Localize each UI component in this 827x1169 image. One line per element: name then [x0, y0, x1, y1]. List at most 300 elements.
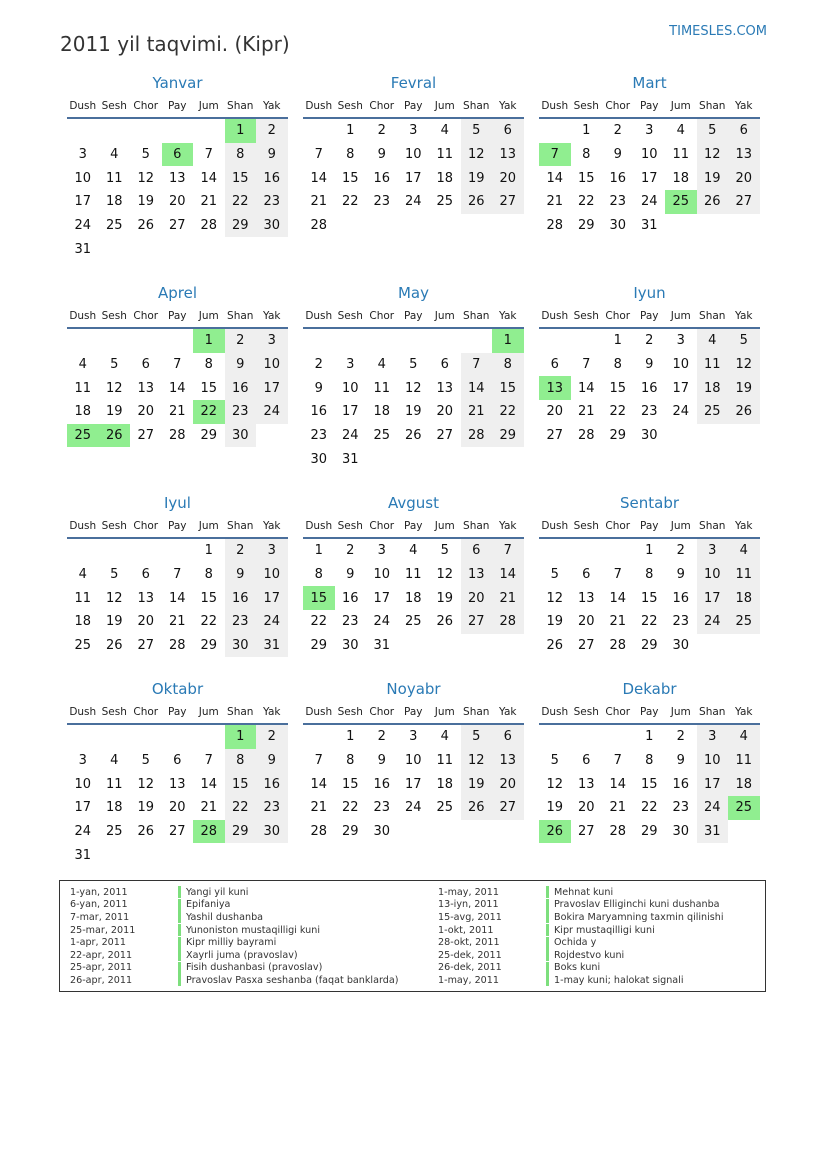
day-cell: 23	[256, 190, 288, 214]
day-cell: 7	[492, 539, 524, 563]
weekday-label: Shan	[227, 100, 254, 112]
day-cell: 11	[728, 749, 760, 773]
day-cell: 12	[404, 380, 422, 396]
day-cell: 26	[461, 796, 493, 820]
day-cell: 13	[492, 749, 524, 773]
holiday-date: 22-apr, 2011	[70, 949, 133, 961]
day-cell: 15	[225, 166, 257, 190]
day-cell: 15	[200, 380, 218, 396]
weekday-label: Dush	[69, 520, 97, 532]
day-cell: 21	[200, 800, 218, 816]
day-cell: 6	[582, 753, 591, 769]
empty-day-cell	[366, 329, 398, 353]
day-cell: 17	[74, 800, 92, 816]
weekday-label: Chor	[605, 310, 631, 322]
empty-day-cell	[602, 725, 634, 749]
day-cell: 21	[609, 800, 627, 816]
empty-day-cell	[398, 214, 430, 238]
day-cell: 12	[697, 143, 729, 167]
day-cell: 16	[225, 586, 257, 610]
day-cell: 6	[440, 357, 449, 373]
day-cell: 2	[256, 119, 288, 143]
holiday-marker	[546, 949, 549, 961]
holiday-date: 1-may, 2011	[438, 886, 499, 898]
weekday-label: Shan	[699, 100, 726, 112]
week-row	[539, 610, 760, 634]
day-cell: 4	[409, 543, 418, 559]
day-cell: 1	[204, 543, 213, 559]
empty-day-cell	[193, 119, 225, 143]
week-row	[303, 447, 524, 471]
weekday-header	[303, 95, 524, 119]
day-cell: 9	[377, 147, 386, 163]
week-row	[67, 400, 288, 424]
holiday-row	[438, 962, 724, 975]
day-cell: 30	[672, 824, 690, 840]
day-cell: 14	[577, 380, 595, 396]
week-row	[303, 634, 524, 658]
empty-day-cell	[99, 119, 131, 143]
week-row	[67, 143, 288, 167]
day-cell: 20	[461, 586, 493, 610]
day-cell: 16	[341, 590, 359, 606]
day-cell: 10	[341, 380, 359, 396]
day-cell: 6	[141, 357, 150, 373]
holiday-date: 25-dek, 2011	[438, 949, 502, 961]
week-row	[303, 610, 524, 634]
day-cell: 26	[105, 638, 123, 654]
empty-day-cell	[67, 329, 99, 353]
weekday-label: Sesh	[337, 520, 363, 532]
holiday-marker	[178, 924, 181, 936]
holiday-row	[70, 911, 398, 924]
holiday-date: 25-mar, 2011	[70, 924, 136, 936]
day-cell: 10	[74, 776, 92, 792]
day-cell: 29	[200, 428, 218, 444]
weekday-label: Jum	[670, 706, 691, 718]
weekday-header	[67, 95, 288, 119]
day-cell: 18	[672, 170, 690, 186]
day-cell: 27	[577, 824, 595, 840]
holiday-list-left	[70, 886, 398, 987]
weekday-label: Sesh	[573, 520, 599, 532]
day-cell: 10	[256, 353, 288, 377]
day-cell: 8	[645, 753, 654, 769]
day-cell: 22	[640, 800, 658, 816]
day-cell: 6	[492, 119, 524, 143]
week-row	[67, 796, 288, 820]
day-cell: 5	[110, 357, 119, 373]
weekday-header	[67, 305, 288, 329]
week-row	[67, 376, 288, 400]
weekday-label: Yak	[263, 310, 281, 322]
day-cell: 11	[672, 147, 690, 163]
day-cell: 30	[609, 218, 627, 234]
day-cell: 3	[256, 329, 288, 353]
empty-day-cell	[461, 634, 493, 658]
day-cell: 11	[74, 380, 92, 396]
day-cell: 20	[577, 800, 595, 816]
empty-day-cell	[303, 119, 335, 143]
day-cell: 24	[640, 194, 658, 210]
day-cell: 21	[168, 614, 186, 630]
holiday-marker	[178, 899, 181, 911]
day-cell: 22	[225, 190, 257, 214]
day-cell: 25	[404, 614, 422, 630]
day-cell: 30	[640, 428, 658, 444]
day-cell: 14	[492, 563, 524, 587]
day-cell: 26	[137, 824, 155, 840]
weekday-label: Chor	[133, 520, 159, 532]
day-cell: 1	[613, 333, 622, 349]
day-cell: 12	[137, 776, 155, 792]
day-cell: 18	[728, 772, 760, 796]
day-cell: 20	[492, 166, 524, 190]
weekday-label: Chor	[605, 520, 631, 532]
month-days	[303, 725, 524, 843]
day-cell: 24	[697, 796, 729, 820]
day-cell: 18	[74, 404, 92, 420]
month-days	[303, 119, 524, 237]
empty-day-cell	[130, 725, 162, 749]
weekday-header	[67, 701, 288, 725]
month-dekabr	[539, 677, 760, 843]
day-cell: 28	[577, 428, 595, 444]
day-cell: 12	[461, 143, 493, 167]
day-cell: 24	[697, 610, 729, 634]
day-cell: 24	[404, 800, 422, 816]
weekday-label: Dush	[69, 706, 97, 718]
weekday-label: Sesh	[101, 706, 127, 718]
empty-day-cell	[193, 725, 225, 749]
holiday-marker	[178, 886, 181, 898]
day-cell: 3	[676, 333, 685, 349]
day-cell: 21	[310, 194, 328, 210]
day-cell: 15	[492, 376, 524, 400]
week-row	[303, 796, 524, 820]
weekday-label: Shan	[699, 310, 726, 322]
month-name: May	[397, 284, 429, 302]
weekday-label: Yak	[735, 310, 753, 322]
weekday-label: Chor	[133, 310, 159, 322]
day-cell: 7	[314, 753, 323, 769]
weekday-label: Dush	[305, 706, 333, 718]
day-cell: 28	[461, 424, 493, 448]
empty-day-cell	[256, 237, 288, 261]
day-cell: 8	[613, 357, 622, 373]
day-cell: 20	[577, 614, 595, 630]
weekday-label: Dush	[305, 100, 333, 112]
week-row	[67, 610, 288, 634]
day-cell: 5	[440, 543, 449, 559]
day-cell: 2	[676, 729, 685, 745]
day-cell: 14	[310, 170, 328, 186]
week-row	[303, 119, 524, 143]
weekday-label: Jum	[198, 706, 219, 718]
day-cell: 29	[225, 820, 257, 844]
week-row	[303, 820, 524, 844]
day-cell: 8	[314, 567, 323, 583]
day-cell: 13	[137, 380, 155, 396]
empty-day-cell	[256, 424, 288, 448]
weekday-label: Jum	[670, 520, 691, 532]
day-cell: 11	[436, 147, 454, 163]
empty-day-cell	[67, 725, 99, 749]
holiday-day-cell: 25	[665, 190, 697, 214]
month-days	[303, 539, 524, 657]
day-cell: 23	[640, 404, 658, 420]
holiday-marker	[546, 974, 549, 986]
day-cell: 22	[341, 800, 359, 816]
week-row	[67, 772, 288, 796]
empty-day-cell	[398, 820, 430, 844]
day-cell: 3	[78, 753, 87, 769]
holiday-marker	[546, 937, 549, 949]
week-row	[539, 796, 760, 820]
holiday-day-cell: 13	[539, 376, 571, 400]
month-days	[67, 725, 288, 867]
week-row	[303, 143, 524, 167]
week-row	[539, 586, 760, 610]
day-cell: 22	[609, 404, 627, 420]
weekday-label: Shan	[463, 100, 490, 112]
empty-day-cell	[303, 329, 335, 353]
holiday-row	[438, 886, 724, 899]
day-cell: 13	[137, 590, 155, 606]
day-cell: 29	[492, 424, 524, 448]
holiday-name: Fisih dushanbasi (pravoslav)	[186, 962, 323, 974]
empty-day-cell	[99, 539, 131, 563]
day-cell: 15	[200, 590, 218, 606]
day-cell: 15	[225, 772, 257, 796]
weekday-label: Dush	[305, 310, 333, 322]
day-cell: 4	[78, 357, 87, 373]
day-cell: 15	[341, 776, 359, 792]
day-cell: 19	[697, 166, 729, 190]
day-cell: 25	[728, 610, 760, 634]
weekday-label: Sesh	[101, 310, 127, 322]
day-cell: 15	[640, 776, 658, 792]
empty-day-cell	[665, 424, 697, 448]
day-cell: 13	[728, 143, 760, 167]
day-cell: 5	[697, 119, 729, 143]
week-row	[67, 539, 288, 563]
week-row	[67, 634, 288, 658]
empty-day-cell	[539, 725, 571, 749]
weekday-label: Chor	[133, 706, 159, 718]
empty-day-cell	[67, 539, 99, 563]
weekday-label: Jum	[198, 310, 219, 322]
holiday-marker	[178, 962, 181, 974]
holiday-day-cell: 7	[539, 143, 571, 167]
weekday-header	[539, 305, 760, 329]
day-cell: 17	[697, 586, 729, 610]
day-cell: 29	[609, 428, 627, 444]
empty-day-cell	[398, 447, 430, 471]
empty-day-cell	[99, 725, 131, 749]
holiday-name: Xayrli juma (pravoslav)	[186, 949, 298, 961]
day-cell: 20	[137, 614, 155, 630]
day-cell: 11	[105, 170, 123, 186]
day-cell: 23	[225, 400, 257, 424]
weekday-label: Chor	[369, 706, 395, 718]
holiday-marker	[178, 937, 181, 949]
weekday-label: Pay	[639, 100, 659, 112]
empty-day-cell	[728, 820, 760, 844]
day-cell: 5	[461, 725, 493, 749]
holiday-row	[438, 899, 724, 912]
month-iyun	[539, 281, 760, 447]
day-cell: 14	[609, 590, 627, 606]
day-cell: 17	[404, 776, 422, 792]
day-cell: 29	[640, 638, 658, 654]
day-cell: 7	[173, 357, 182, 373]
day-cell: 4	[110, 753, 119, 769]
day-cell: 24	[74, 218, 92, 234]
day-cell: 11	[105, 776, 123, 792]
empty-day-cell	[697, 424, 729, 448]
week-row	[539, 820, 760, 844]
day-cell: 6	[173, 753, 182, 769]
weekday-header	[303, 701, 524, 725]
empty-day-cell	[728, 634, 760, 658]
day-cell: 21	[492, 586, 524, 610]
empty-day-cell	[67, 119, 99, 143]
day-cell: 9	[645, 357, 654, 373]
weekday-label: Chor	[369, 100, 395, 112]
empty-day-cell	[130, 329, 162, 353]
weekday-label: Dush	[69, 310, 97, 322]
day-cell: 11	[373, 380, 391, 396]
holiday-row	[438, 924, 724, 937]
day-cell: 18	[728, 586, 760, 610]
day-cell: 14	[461, 376, 493, 400]
weekday-label: Shan	[463, 520, 490, 532]
day-cell: 30	[672, 638, 690, 654]
empty-day-cell	[429, 447, 461, 471]
holiday-date: 6-yan, 2011	[70, 899, 128, 911]
day-cell: 28	[310, 218, 328, 234]
weekday-label: Pay	[167, 706, 187, 718]
day-cell: 16	[609, 170, 627, 186]
week-row	[303, 539, 524, 563]
day-cell: 27	[492, 796, 524, 820]
holiday-name: Ochida y	[554, 937, 597, 949]
holiday-name: Yangi yil kuni	[186, 886, 249, 898]
day-cell: 7	[173, 567, 182, 583]
weekday-label: Sesh	[573, 100, 599, 112]
week-row	[539, 400, 760, 424]
holiday-name: Kipr mustaqilligi kuni	[554, 924, 655, 936]
empty-day-cell	[162, 119, 194, 143]
week-row	[67, 166, 288, 190]
day-cell: 28	[546, 218, 564, 234]
calendar-grid	[67, 71, 760, 871]
empty-day-cell	[225, 843, 257, 867]
day-cell: 19	[461, 772, 493, 796]
day-cell: 23	[256, 796, 288, 820]
empty-day-cell	[461, 447, 493, 471]
day-cell: 26	[137, 218, 155, 234]
day-cell: 28	[492, 610, 524, 634]
day-cell: 7	[582, 357, 591, 373]
empty-day-cell	[335, 329, 367, 353]
day-cell: 5	[461, 119, 493, 143]
day-cell: 18	[74, 614, 92, 630]
month-yanvar	[67, 71, 288, 261]
day-cell: 9	[256, 143, 288, 167]
day-cell: 3	[256, 539, 288, 563]
day-cell: 3	[409, 729, 418, 745]
weekday-header	[303, 305, 524, 329]
day-cell: 21	[310, 800, 328, 816]
day-cell: 27	[168, 218, 186, 234]
day-cell: 12	[105, 590, 123, 606]
day-cell: 1	[645, 543, 654, 559]
holiday-row	[438, 911, 724, 924]
weekday-label: Chor	[605, 100, 631, 112]
day-cell: 27	[492, 190, 524, 214]
holiday-row	[70, 936, 398, 949]
day-cell: 27	[577, 638, 595, 654]
week-row	[539, 166, 760, 190]
site-link[interactable]: TIMESLES.COM	[669, 24, 767, 39]
day-cell: 17	[74, 194, 92, 210]
day-cell: 20	[728, 166, 760, 190]
week-row	[539, 749, 760, 773]
day-cell: 20	[137, 404, 155, 420]
day-cell: 30	[310, 451, 328, 467]
weekday-label: Dush	[541, 310, 569, 322]
day-cell: 24	[404, 194, 422, 210]
holiday-name: Mehnat kuni	[554, 886, 614, 898]
day-cell: 26	[728, 400, 760, 424]
day-cell: 4	[440, 123, 449, 139]
day-cell: 23	[225, 610, 257, 634]
day-cell: 8	[225, 749, 257, 773]
day-cell: 14	[168, 590, 186, 606]
day-cell: 19	[461, 166, 493, 190]
holiday-marker	[546, 911, 549, 923]
week-row	[303, 563, 524, 587]
day-cell: 27	[137, 428, 155, 444]
weekday-label: Sesh	[101, 520, 127, 532]
weekday-label: Dush	[541, 100, 569, 112]
day-cell: 16	[373, 170, 391, 186]
day-cell: 10	[640, 147, 658, 163]
weekday-label: Chor	[369, 520, 395, 532]
month-name: Fevral	[390, 74, 437, 92]
day-cell: 31	[256, 634, 288, 658]
empty-day-cell	[162, 843, 194, 867]
day-cell: 13	[577, 776, 595, 792]
holiday-row	[438, 949, 724, 962]
day-cell: 13	[168, 170, 186, 186]
holiday-date: 28-okt, 2011	[438, 937, 500, 949]
day-cell: 16	[310, 404, 328, 420]
day-cell: 16	[256, 166, 288, 190]
day-cell: 19	[728, 376, 760, 400]
day-cell: 10	[404, 147, 422, 163]
month-name: Iyun	[633, 284, 666, 302]
day-cell: 8	[346, 753, 355, 769]
empty-day-cell	[366, 214, 398, 238]
empty-day-cell	[571, 539, 603, 563]
day-cell: 13	[436, 380, 454, 396]
empty-day-cell	[429, 214, 461, 238]
day-cell: 6	[492, 725, 524, 749]
day-cell: 16	[225, 376, 257, 400]
